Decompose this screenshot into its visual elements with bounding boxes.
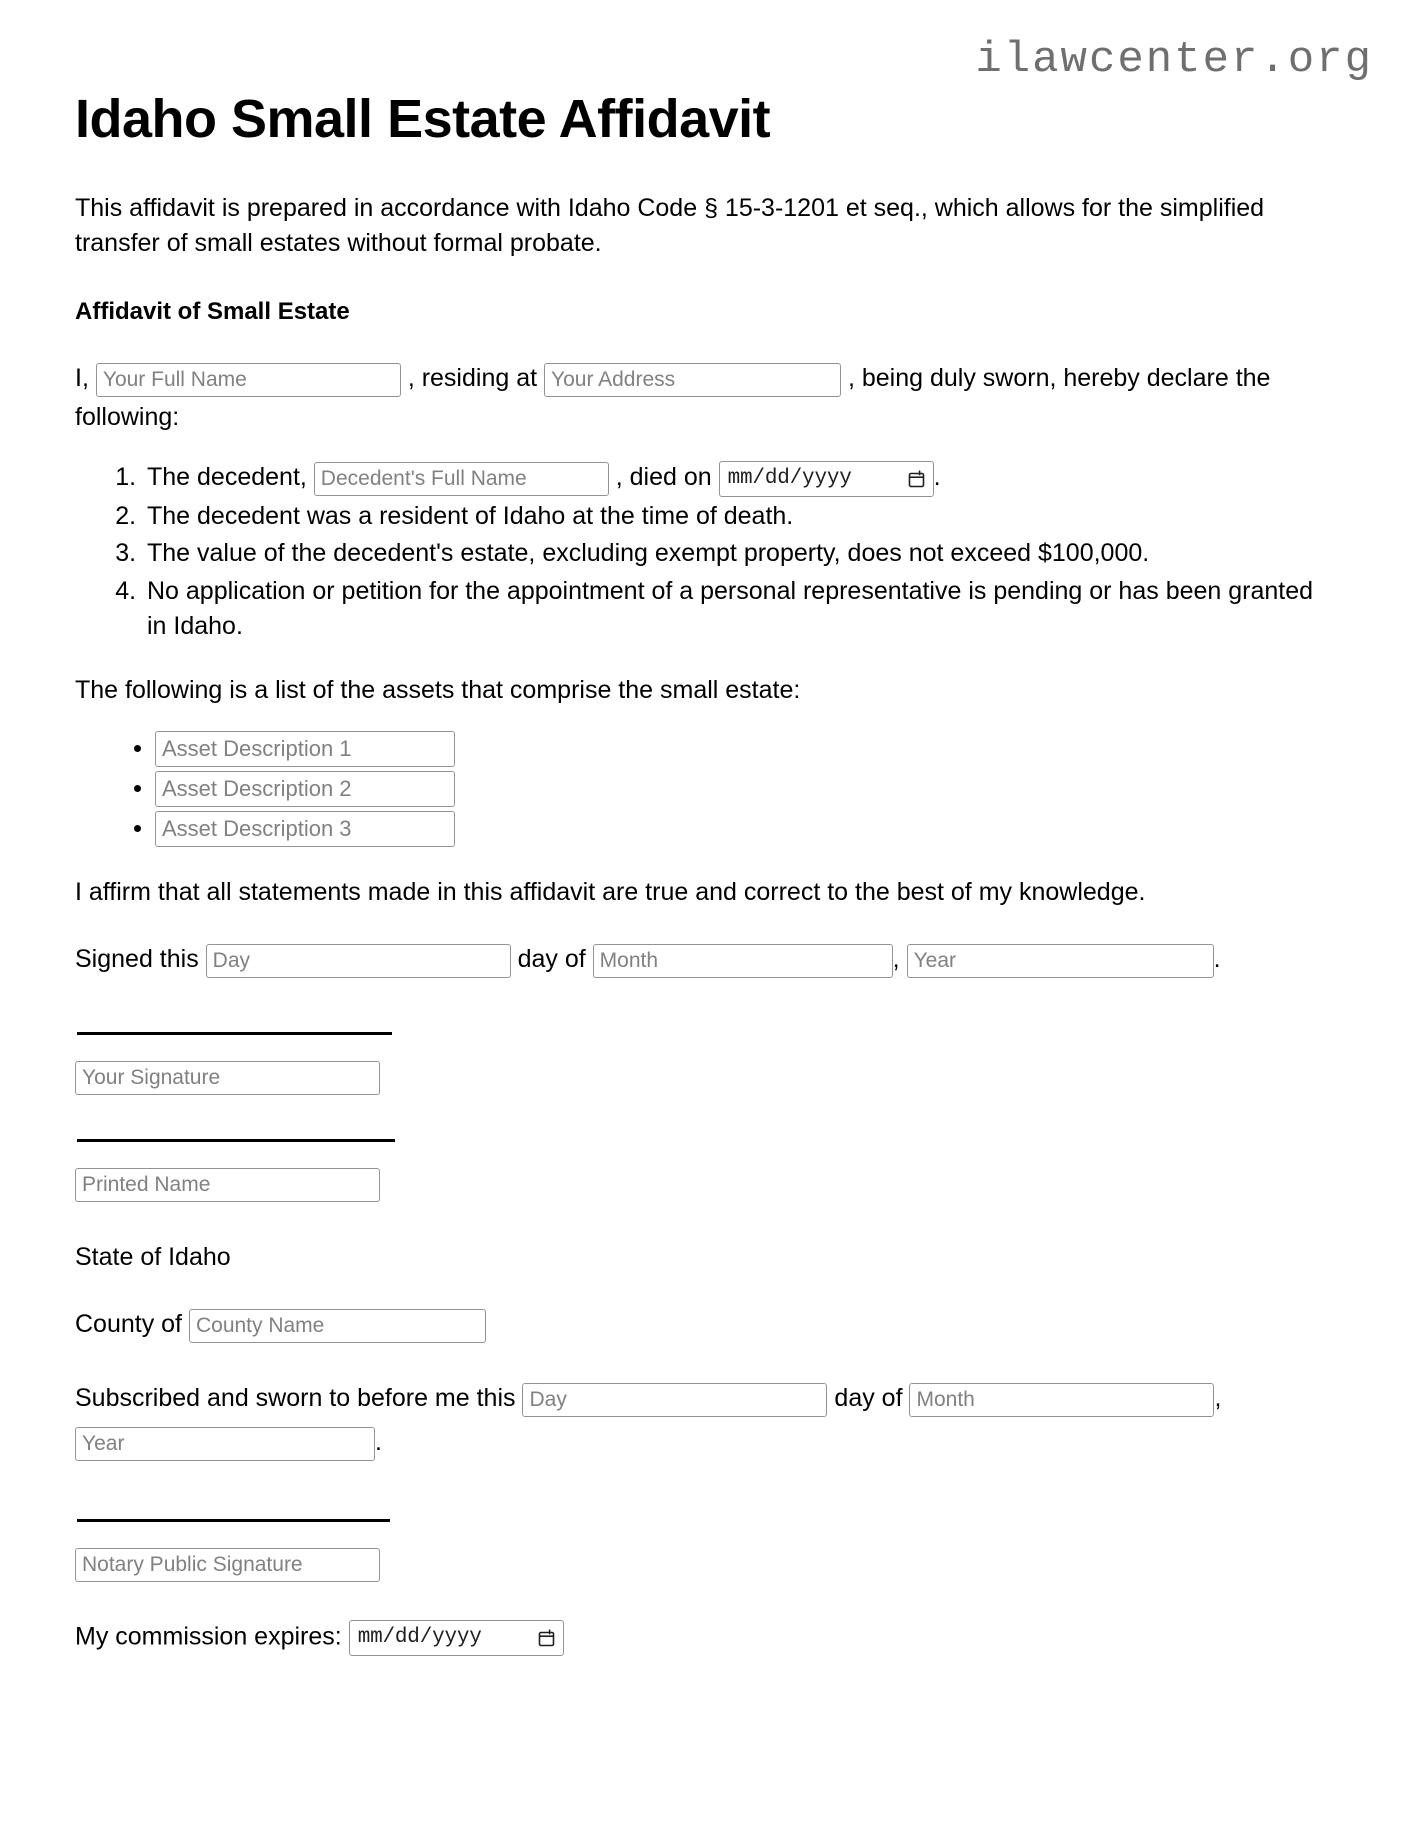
claim-item-4: 4. No application or petition for the appointment of a personal representative is pending or has been granted in Idaho. [143, 574, 1336, 645]
page-title: Idaho Small Estate Affidavit [75, 89, 771, 149]
claim-item-2: 2. The decedent was a resident of Idaho at the time of death. [143, 499, 1336, 535]
list-item [155, 731, 1336, 767]
calendar-icon[interactable] [538, 1629, 555, 1647]
date-of-death-input[interactable] [719, 461, 934, 497]
county-label: County of [75, 1310, 183, 1339]
signed-month-input[interactable] [593, 944, 893, 978]
signed-year-input[interactable] [907, 944, 1214, 978]
asset-input-3[interactable] [155, 811, 455, 847]
declaration-line [75, 359, 1325, 437]
asset-input-1[interactable] [155, 731, 455, 767]
assets-list [75, 731, 1336, 847]
signed-date-line [75, 940, 1325, 979]
printed-name-block [75, 1139, 1336, 1202]
notary-month-input[interactable] [909, 1383, 1214, 1417]
assets-intro: The following is a list of the assets that comprise the small estate: [75, 675, 801, 704]
claim-item-1 [143, 460, 1336, 496]
sworn-mid: day of [834, 1384, 903, 1413]
county-line [75, 1309, 1336, 1343]
address-input[interactable] [544, 363, 841, 397]
printed-name-input[interactable] [75, 1168, 380, 1202]
calendar-icon[interactable] [908, 470, 925, 488]
asset-input-2[interactable] [155, 771, 455, 807]
notary-signature-block [75, 1519, 1336, 1582]
state-line: State of Idaho [75, 1243, 231, 1272]
printed-name-rule [77, 1139, 395, 1142]
section-heading-affidavit: Affidavit of Small Estate [75, 298, 350, 326]
signed-lead: Signed this [75, 944, 199, 973]
signature-rule [77, 1032, 392, 1035]
site-watermark: ilawcenter.org [975, 35, 1373, 85]
signed-period: . [1213, 944, 1221, 973]
sworn-comma: , [1214, 1384, 1222, 1413]
notary-signature-rule [77, 1519, 390, 1522]
sworn-lead: Subscribed and sworn to before me this [75, 1384, 516, 1413]
claims-list [75, 460, 1336, 644]
sworn-line [75, 1377, 1325, 1465]
signature-block [75, 1032, 1336, 1095]
date-of-death-value: mm/dd/yyyy [727, 466, 852, 490]
commission-date-input[interactable] [349, 1620, 564, 1656]
bottom-spacer [75, 1656, 1336, 1776]
signature-spacer [75, 1095, 1336, 1139]
commission-date-value: mm/dd/yyyy [357, 1626, 482, 1650]
full-name-input[interactable] [96, 363, 401, 397]
decedent-name-input[interactable] [314, 462, 609, 496]
declaration-mid: , residing at [407, 363, 538, 392]
list-item [155, 811, 1336, 847]
sworn-period: . [375, 1428, 382, 1457]
notary-day-input[interactable] [522, 1383, 827, 1417]
declaration-lead: I, [75, 363, 89, 392]
intro-paragraph: This affidavit is prepared in accordance with Idaho Code § 15-3-1201 et seq., which allows for the simplified transfer of small estates without formal probate. [75, 194, 1265, 257]
claim-item-3: 3. The value of the decedent's estate, excluding exempt property, does not exceed $100,000. [143, 536, 1336, 572]
county-input[interactable] [189, 1309, 486, 1343]
signed-mid: day of [517, 944, 586, 973]
claim1-suffix: . [933, 463, 941, 492]
claim1-prefix: The decedent, [147, 463, 307, 492]
commission-label: My commission expires: [75, 1622, 342, 1651]
commission-expiry-line [75, 1620, 1336, 1656]
notary-year-input[interactable] [75, 1427, 375, 1461]
signed-comma: , [892, 944, 900, 973]
notary-signature-input[interactable] [75, 1548, 380, 1582]
affirmation-paragraph: I affirm that all statements made in this affidavit are true and correct to the best of my knowledge. [75, 878, 1146, 907]
signature-input[interactable] [75, 1061, 380, 1095]
declaration-tail: , being duly sworn, hereby declare the following: [75, 363, 1271, 431]
claim1-mid: , died on [615, 463, 712, 492]
list-item [155, 771, 1336, 807]
signed-day-input[interactable] [206, 944, 511, 978]
